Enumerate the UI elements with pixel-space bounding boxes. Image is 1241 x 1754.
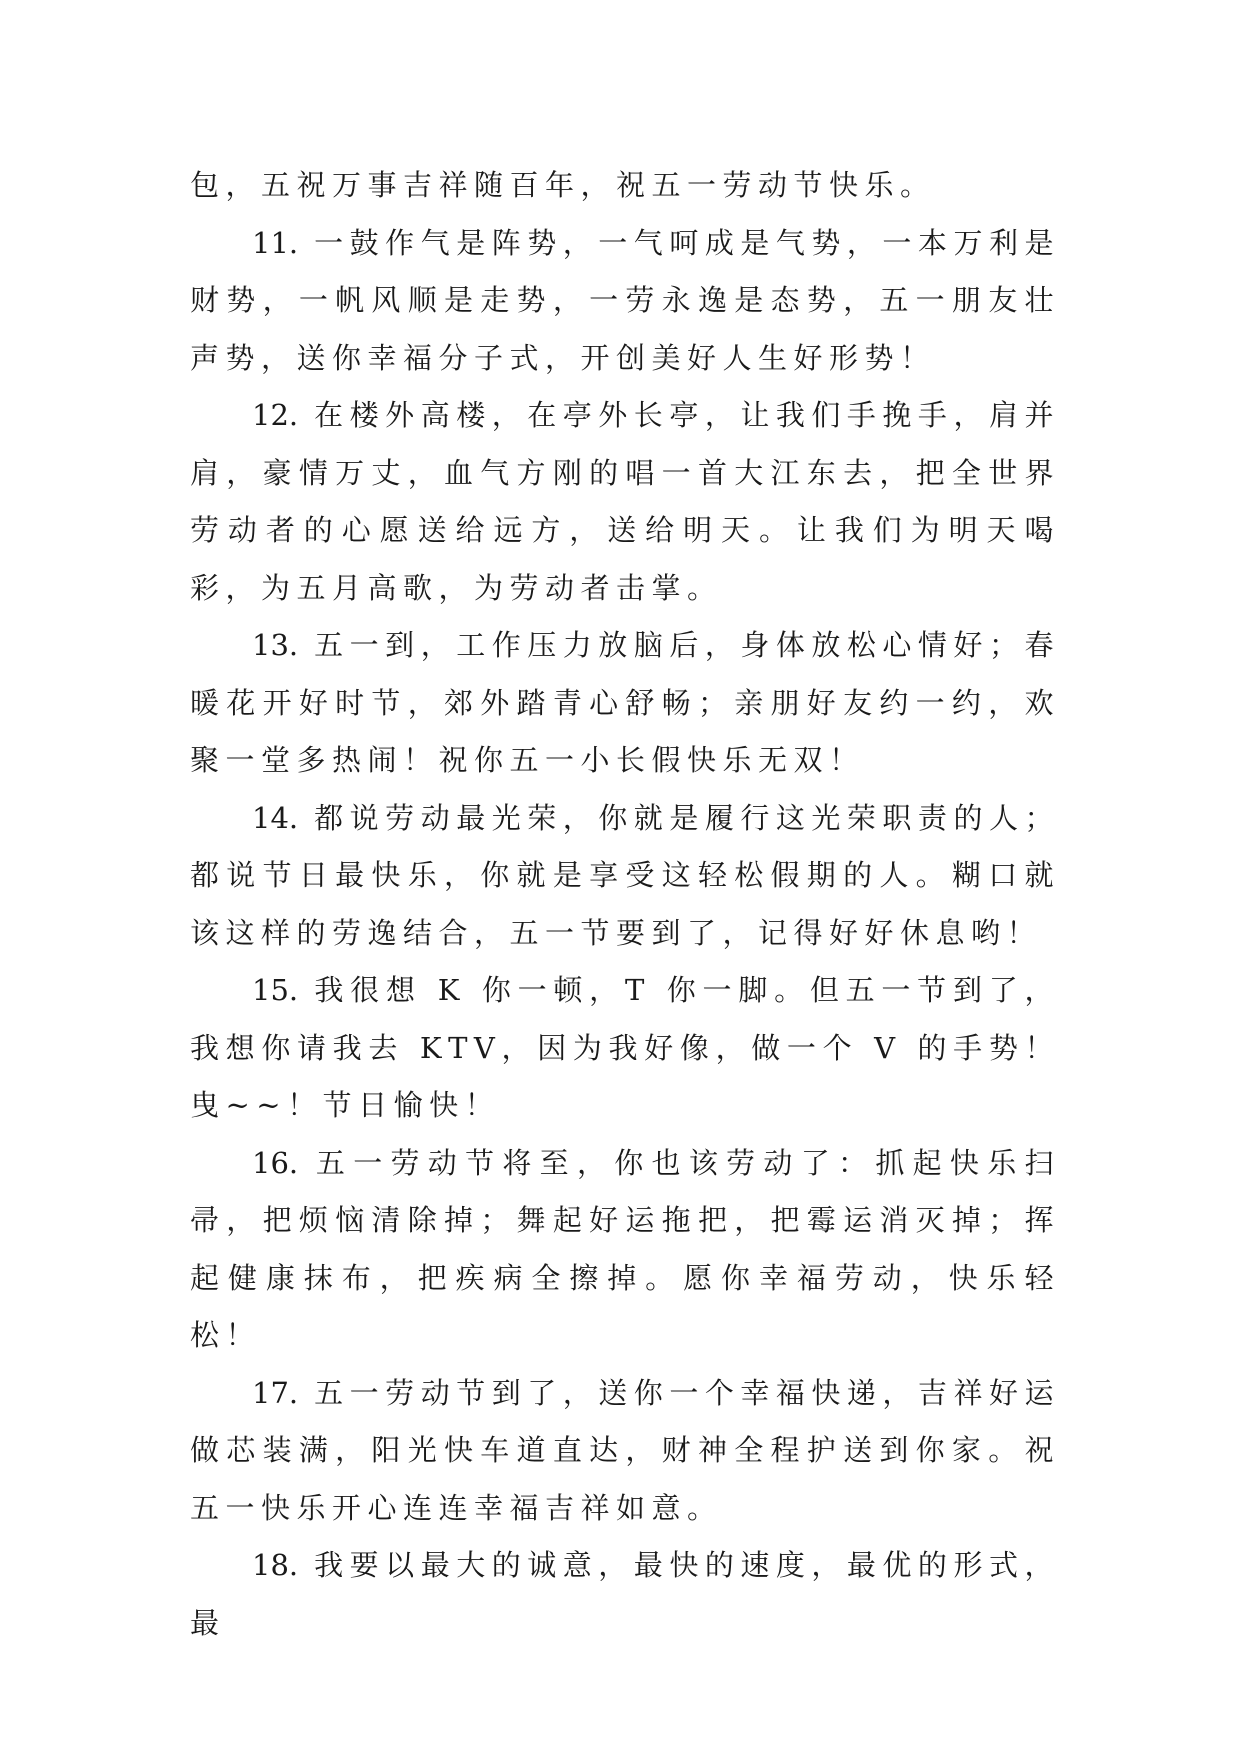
paragraph-text: 在楼外高楼，在亭外长亭，让我们手挽手，肩并肩，豪情万丈，血气方刚的唱一首大江东去，把全世界劳动者的心愿送给远方，送给明天。让我们为明天喝彩，为五月高歌，为劳动者击掌。 <box>190 398 1060 605</box>
document-body <box>190 157 1060 1652</box>
paragraph-text: 包，五祝万事吉祥随百年，祝五一劳动节快乐。 <box>190 168 936 202</box>
paragraph-17 <box>190 1365 1060 1538</box>
paragraph-18 <box>190 1537 1060 1652</box>
paragraph-11 <box>190 215 1060 388</box>
paragraph-number: 13. <box>252 628 299 662</box>
paragraph-continued <box>190 157 1060 215</box>
paragraph-number: 18. <box>252 1548 299 1582</box>
paragraph-text: 我很想 K 你一顿，T 你一脚。但五一节到了，我想你请我去 KTV，因为我好像，做一个 V 的手势！曳~~！节日愉快！ <box>190 973 1060 1122</box>
paragraph-number: 16. <box>252 1145 299 1180</box>
paragraph-13 <box>190 617 1060 790</box>
paragraph-14 <box>190 790 1060 963</box>
paragraph-text: 都说劳动最光荣，你就是履行这光荣职责的人；都说节日最快乐，你就是享受这轻松假期的人。糊口就该这样的劳逸结合，五一节要到了，记得好好休息哟！ <box>190 800 1060 950</box>
paragraph-text: 一鼓作气是阵势，一气呵成是气势，一本万利是财势，一帆风顺是走势，一劳永逸是态势，五一朋友壮声势，送你幸福分子式，开创美好人生好形势！ <box>190 225 1060 375</box>
paragraph-text: 我要以最大的诚意，最快的速度，最优的形式，最 <box>190 1548 1060 1640</box>
paragraph-number: 12. <box>252 398 299 432</box>
paragraph-text: 五一劳动节将至，你也该劳动了：抓起快乐扫帚，把烦恼清除掉；舞起好运拖把，把霉运消灭掉；挥起健康抹布，把疾病全擦掉。愿你幸福劳动，快乐轻松！ <box>190 1145 1060 1352</box>
paragraph-16 <box>190 1135 1060 1365</box>
paragraph-12 <box>190 387 1060 617</box>
paragraph-number: 17. <box>252 1375 299 1410</box>
paragraph-number: 15. <box>252 973 299 1007</box>
paragraph-number: 14. <box>252 800 299 835</box>
paragraph-number: 11. <box>252 225 299 260</box>
paragraph-text: 五一劳动节到了，送你一个幸福快递，吉祥好运做芯装满，阳光快车道直达，财神全程护送到你家。祝五一快乐开心连连幸福吉祥如意。 <box>190 1375 1060 1525</box>
paragraph-15 <box>190 962 1060 1135</box>
paragraph-text: 五一到，工作压力放脑后，身体放松心情好；春暖花开好时节，郊外踏青心舒畅；亲朋好友约一约，欢聚一堂多热闹！祝你五一小长假快乐无双！ <box>190 628 1060 777</box>
